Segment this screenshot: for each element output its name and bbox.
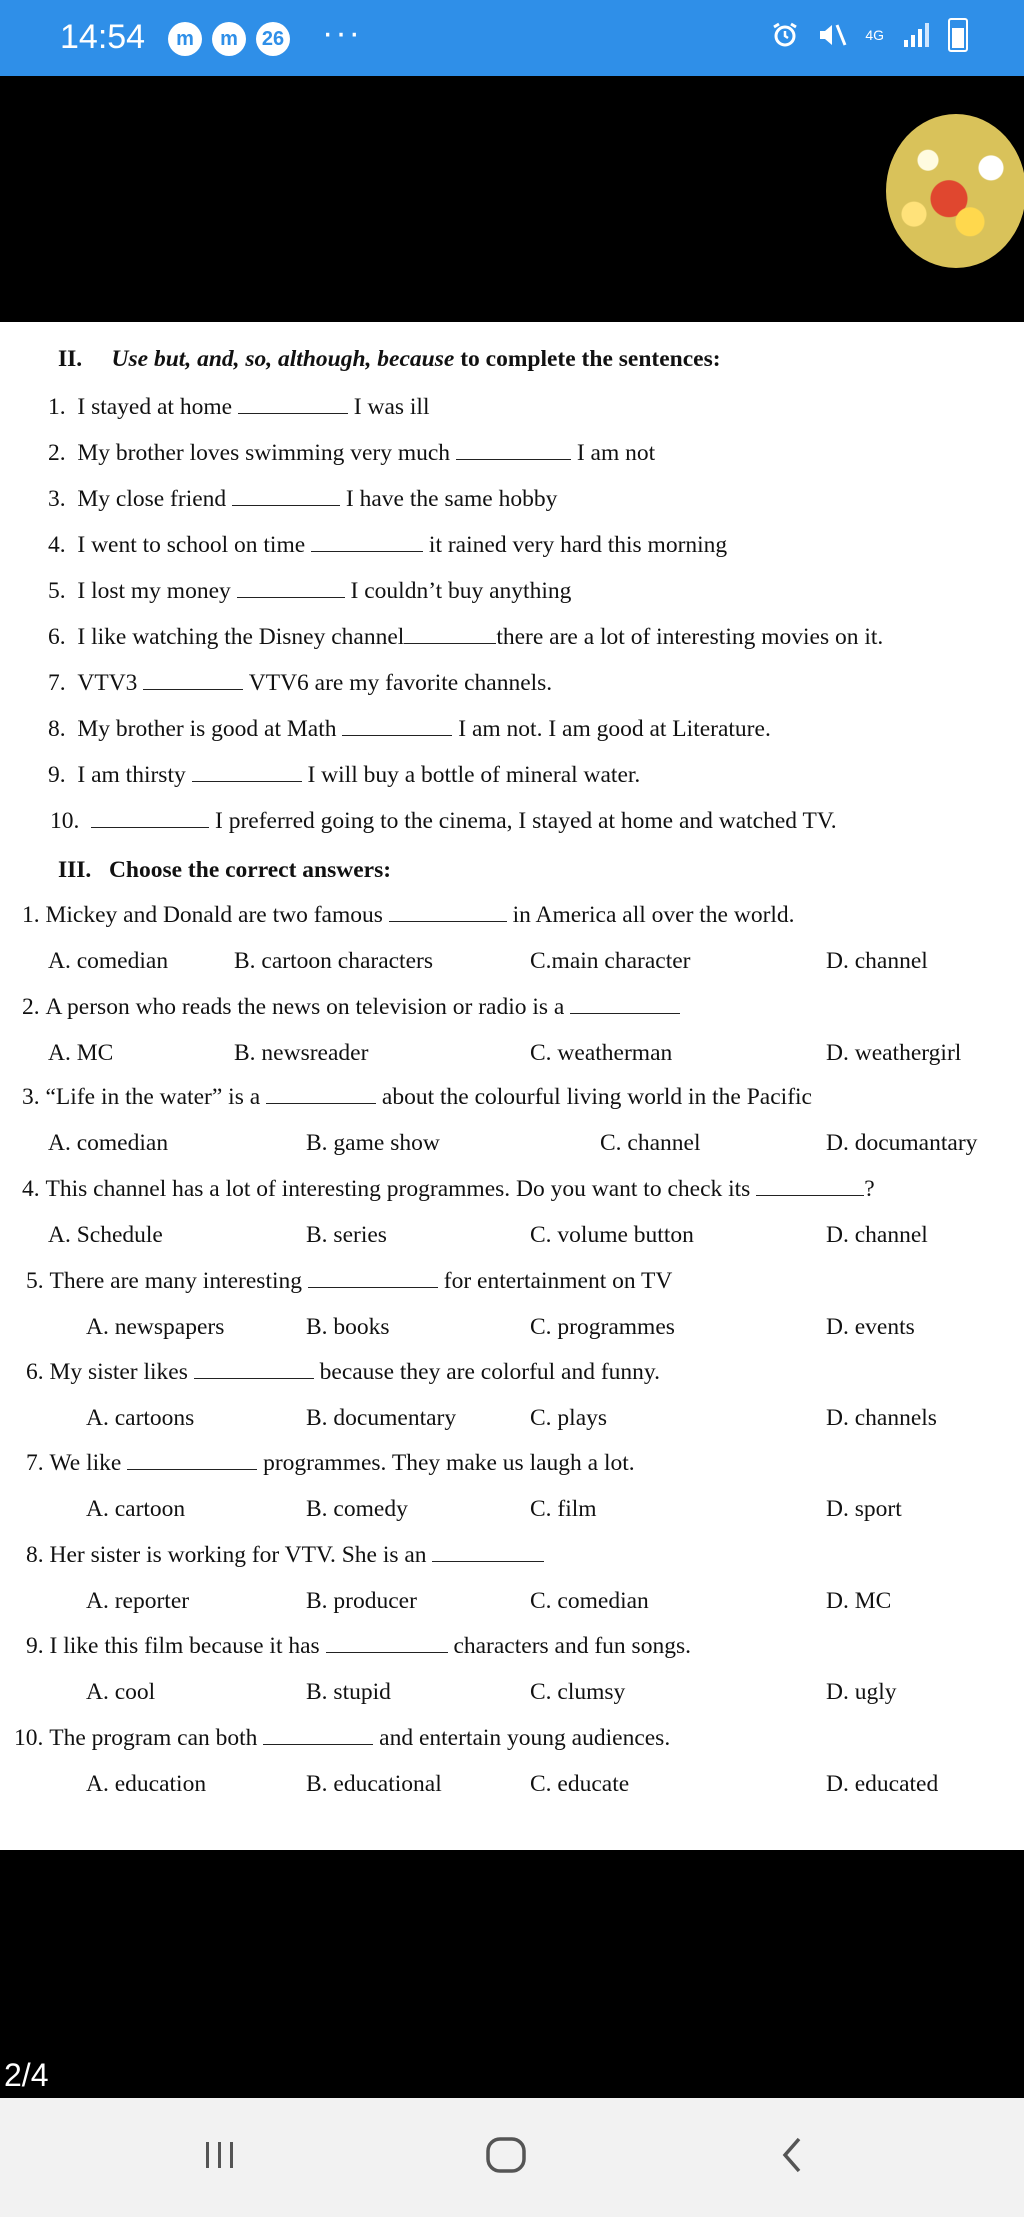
answer-option[interactable]: B. comedy bbox=[306, 1496, 408, 1522]
network-type: 4G bbox=[865, 27, 884, 43]
answer-option[interactable]: D. events bbox=[826, 1314, 915, 1340]
answer-blank[interactable] bbox=[194, 1360, 314, 1379]
answer-option[interactable]: B. stupid bbox=[306, 1679, 391, 1705]
answer-option[interactable]: A. education bbox=[86, 1771, 207, 1797]
notification-icon: m bbox=[212, 22, 246, 56]
question: 4. This channel has a lot of interesting programmes. Do you want to check its ? bbox=[22, 1176, 875, 1202]
answer-option[interactable]: D. educated bbox=[826, 1771, 939, 1797]
answer-option[interactable]: A. Schedule bbox=[48, 1222, 163, 1248]
answer-blank[interactable] bbox=[263, 1726, 373, 1745]
answer-option[interactable]: C. educate bbox=[530, 1771, 630, 1797]
answer-option[interactable]: C. volume button bbox=[530, 1222, 694, 1248]
answer-option[interactable]: B. cartoon characters bbox=[234, 948, 433, 974]
back-icon bbox=[775, 2133, 809, 2177]
answer-option[interactable]: C. clumsy bbox=[530, 1679, 626, 1705]
fill-in-item: 7. VTV3 VTV6 are my favorite channels. bbox=[48, 670, 553, 696]
answer-option[interactable]: B. educational bbox=[306, 1771, 442, 1797]
signal-icon bbox=[902, 22, 930, 48]
document-page bbox=[0, 322, 1024, 1850]
more-notifications-icon: ··· bbox=[322, 14, 362, 52]
answer-option[interactable]: A. cool bbox=[86, 1679, 156, 1705]
answer-option[interactable]: A. MC bbox=[48, 1040, 114, 1066]
answer-blank[interactable] bbox=[308, 1269, 438, 1288]
question: 2. A person who reads the news on television or radio is a bbox=[22, 994, 680, 1021]
answer-option[interactable]: D. channels bbox=[826, 1405, 937, 1431]
answer-option[interactable]: C. comedian bbox=[530, 1588, 649, 1614]
question: 6. My sister likes because they are colorful and funny. bbox=[26, 1359, 661, 1385]
question: 10. The program can both and entertain young audiences. bbox=[14, 1725, 671, 1751]
answer-blank[interactable] bbox=[342, 717, 452, 736]
answer-option[interactable]: C. film bbox=[530, 1496, 597, 1522]
back-button[interactable] bbox=[732, 2120, 852, 2190]
answer-option[interactable]: B. newsreader bbox=[234, 1040, 369, 1066]
notification-icon: m bbox=[168, 22, 202, 56]
section-heading: II. Use but, and, so, although, because to complete the sentences: bbox=[58, 346, 721, 372]
answer-blank[interactable] bbox=[127, 1451, 257, 1470]
answer-option[interactable]: C. plays bbox=[530, 1405, 608, 1431]
answer-blank[interactable] bbox=[237, 579, 345, 598]
answer-option[interactable]: B. books bbox=[306, 1314, 390, 1340]
home-icon bbox=[484, 2133, 528, 2177]
answer-option[interactable]: D. sport bbox=[826, 1496, 902, 1522]
answer-blank[interactable] bbox=[404, 625, 496, 644]
question: 7. We like programmes. They make us laugh a lot. bbox=[26, 1450, 635, 1476]
answer-blank[interactable] bbox=[238, 395, 348, 414]
recent-apps-icon bbox=[200, 2138, 240, 2172]
question: 9. I like this film because it has characters and fun songs. bbox=[26, 1633, 691, 1659]
mute-icon bbox=[817, 21, 847, 49]
answer-option[interactable]: D. channel bbox=[826, 1222, 928, 1248]
answer-option[interactable]: D. ugly bbox=[826, 1679, 897, 1705]
answer-option[interactable]: A. reporter bbox=[86, 1588, 190, 1614]
answer-blank[interactable] bbox=[432, 1543, 544, 1562]
answer-blank[interactable] bbox=[91, 809, 209, 828]
answer-option[interactable]: D. documantary bbox=[826, 1130, 978, 1156]
answer-blank[interactable] bbox=[311, 533, 423, 552]
answer-option[interactable]: D. MC bbox=[826, 1588, 892, 1614]
answer-option[interactable]: D. channel bbox=[826, 948, 928, 974]
answer-blank[interactable] bbox=[389, 903, 507, 922]
calendar-notification-icon: 26 bbox=[256, 22, 290, 56]
status-bar bbox=[0, 0, 1024, 76]
answer-blank[interactable] bbox=[456, 441, 571, 460]
answer-option[interactable]: A. newspapers bbox=[86, 1314, 225, 1340]
answer-blank[interactable] bbox=[232, 487, 340, 506]
recent-apps-button[interactable] bbox=[160, 2120, 280, 2190]
answer-option[interactable]: B. series bbox=[306, 1222, 387, 1248]
answer-option[interactable]: B. game show bbox=[306, 1130, 440, 1156]
answer-option[interactable]: C. weatherman bbox=[530, 1040, 673, 1066]
answer-option[interactable]: D. weathergirl bbox=[826, 1040, 962, 1066]
clock: 14:54 bbox=[60, 18, 146, 56]
fill-in-item: 9. I am thirsty I will buy a bottle of mineral water. bbox=[48, 762, 641, 788]
section-heading: III. Choose the correct answers: bbox=[58, 857, 392, 883]
question: 8. Her sister is working for VTV. She is an bbox=[26, 1542, 544, 1569]
question: 5. There are many interesting for entertainment on TV bbox=[26, 1268, 673, 1294]
answer-option[interactable]: A. comedian bbox=[48, 948, 169, 974]
answer-option[interactable]: C. channel bbox=[600, 1130, 701, 1156]
question: 3. “Life in the water” is a about the colourful living world in the Pacific bbox=[22, 1084, 812, 1110]
answer-option[interactable]: A. cartoons bbox=[86, 1405, 195, 1431]
answer-option[interactable]: C. programmes bbox=[530, 1314, 675, 1340]
answer-option[interactable]: C.main character bbox=[530, 948, 691, 974]
fill-in-item: 5. I lost my money I couldn’t buy anything bbox=[48, 578, 572, 604]
fill-in-item: 6. I like watching the Disney channel there are a lot of interesting movies on it. bbox=[48, 624, 884, 650]
answer-option[interactable]: A. cartoon bbox=[86, 1496, 186, 1522]
answer-option[interactable]: A. comedian bbox=[48, 1130, 169, 1156]
battery-icon bbox=[948, 18, 968, 52]
fill-in-item: 3. My close friend I have the same hobby bbox=[48, 486, 558, 512]
answer-blank[interactable] bbox=[326, 1634, 448, 1653]
alarm-icon bbox=[771, 21, 799, 49]
answer-option[interactable]: B. producer bbox=[306, 1588, 417, 1614]
page-counter: 2/4 bbox=[4, 2057, 49, 2093]
answer-blank[interactable] bbox=[143, 671, 243, 690]
fill-in-item: 10. I preferred going to the cinema, I stayed at home and watched TV. bbox=[50, 808, 837, 834]
profile-avatar[interactable] bbox=[886, 114, 1024, 268]
answer-blank[interactable] bbox=[570, 995, 680, 1014]
fill-in-item: 8. My brother is good at Math I am not. I am good at Literature. bbox=[48, 716, 771, 742]
fill-in-item: 2. My brother loves swimming very much I am not bbox=[48, 440, 656, 466]
question: 1. Mickey and Donald are two famous in America all over the world. bbox=[22, 902, 795, 928]
navigation-bar bbox=[0, 2098, 1024, 2217]
fill-in-item: 4. I went to school on time it rained very hard this morning bbox=[48, 532, 728, 558]
fill-in-item: 1. I stayed at home I was ill bbox=[48, 394, 430, 420]
answer-option[interactable]: B. documentary bbox=[306, 1405, 457, 1431]
answer-blank[interactable] bbox=[756, 1177, 864, 1196]
answer-blank[interactable] bbox=[266, 1085, 376, 1104]
home-button[interactable] bbox=[446, 2120, 566, 2190]
answer-blank[interactable] bbox=[192, 763, 302, 782]
